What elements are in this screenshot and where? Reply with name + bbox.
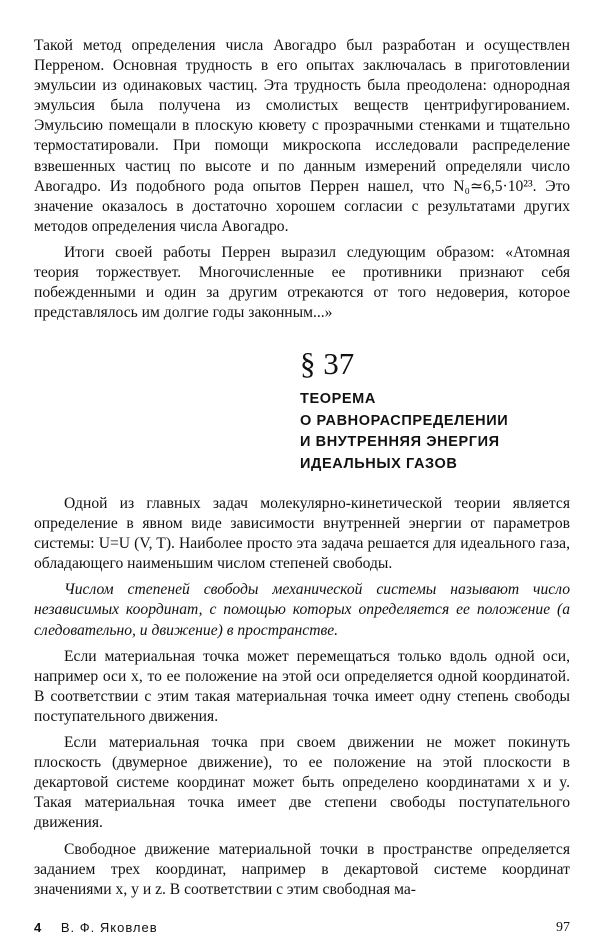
section-title-line: ИДЕАЛЬНЫХ ГАЗОВ <box>300 455 458 472</box>
paragraph-perrin-method: Такой метод определения числа Авогадро был разработан и осуществлен Перреном. Основная трудность в его опытах заключалась в приготовлении эмульсии из одинаковых частиц. Эта трудность была преодолена: однородная эмульсия была получена из смолистых веществ центрифугированием. Эмульсию помещали в плоскую кювету с прозрачными стенками и тщательно термостатировали. При помощи микроскопа исследовали распределение взвешенных частиц по высоте и по данным измерений определяли число Авогадро. Из подобного рода опытов Перрен нашел, что N₀≃6,5·10²³. Это значение оказалось в достаточно хорошем согласии с результатами других методов определения числа Авогадро. <box>34 37 570 235</box>
paragraph-one-axis: Если материальная точка может перемещаться только вдоль одной оси, например оси x, то ее положение на этой оси определяется одной координатой. В соответствии с этим такая материальная точка имеет одну степень свободы поступательного движения. <box>34 647 570 725</box>
section-title-line: И ВНУТРЕННЯЯ ЭНЕРГИЯ <box>300 434 500 450</box>
page-number: 97 <box>556 920 570 935</box>
signature-author: В. Ф. Яковлев <box>60 920 158 935</box>
paragraph-definition: Числом степеней свободы механической системы называют число независимых координат, с помощью которых определяется ее положение (а следовательно, и движение) в пространстве. <box>34 581 570 639</box>
body-text <box>34 494 570 900</box>
top-text <box>34 36 570 323</box>
section-title <box>300 389 560 475</box>
paragraph-perrin-quote: Итоги своей работы Перрен выразил следующим образом: «Атомная теория торжествует. Многочисленные ее противники признают себя побежденными и один за другим отрекаются от того недоверия, которое представлялось им долгие годы законным...» <box>34 243 570 322</box>
paragraph-main-task: Одной из главных задач молекулярно-кинетической теории является определение в явном виде зависимости внутренней энергии от параметров системы: U=U (V, T). Наиболее просто эта задача решается для идеального газа, обладающего наименьшим числом степеней свободы. <box>34 495 570 573</box>
section-title-line: ТЕОРЕМА <box>300 391 376 407</box>
printer-signature <box>34 920 158 935</box>
paragraph-plane: Если материальная точка при своем движении не может покинуть плоскость (двумерное движение), то ее положение на этой плоскости в декартовой системе координат может быть определено координатами x и y. Такая материальная точка имеет две степени свободы поступательного движения. <box>34 734 570 832</box>
signature-number: 4 <box>34 920 42 935</box>
section-number: § 37 <box>300 346 355 381</box>
section-title-line: О РАВНОРАСПРЕДЕЛЕНИИ <box>300 412 509 429</box>
paragraph-space: Свободное движение материальной точки в пространстве определяется заданием трех координат, например в декартовой системе координат значениями x, y и z. В соответствии с этим свободная ма- <box>34 840 570 898</box>
